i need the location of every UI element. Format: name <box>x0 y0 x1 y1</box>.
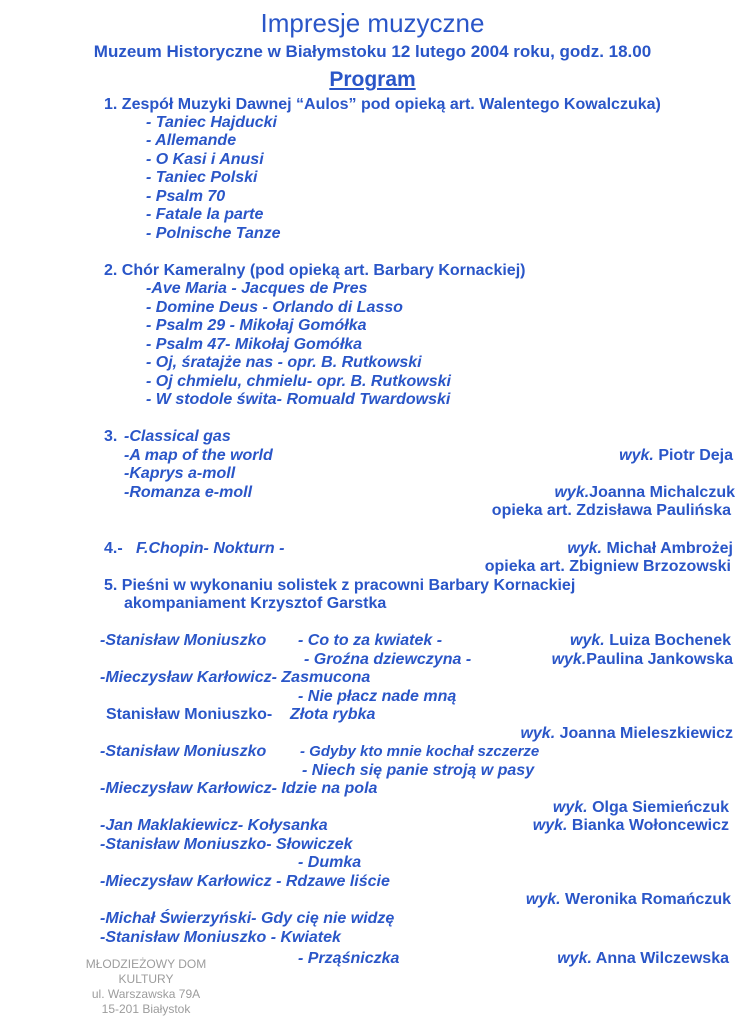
performer-label: wyk. <box>570 632 605 649</box>
program-item-title: Złota rybka <box>290 706 376 723</box>
program-item: -Jan Maklakiewicz- Kołysanka <box>100 817 328 834</box>
program-item: -Mieczysław Karłowicz- Zasmucona <box>100 669 371 686</box>
program-item: - Prząśniczka <box>298 950 400 967</box>
event-subtitle: Muzeum Historyczne w Białymstoku 12 lutego 2004 roku, godz. 18.00 <box>93 42 652 61</box>
stamp-line: MŁODZIEŻOWY DOM KULTURY <box>85 957 207 986</box>
performer-name: Paulina Jankowska <box>586 651 733 668</box>
page-title: Impresje muzyczne <box>260 8 485 38</box>
program-item: - Psalm 47- Mikołaj Gomółka <box>146 336 363 353</box>
program-item: - Psalm 70 <box>146 188 226 205</box>
teacher-line: opieka art. Zdzisława Paulińska <box>491 502 731 519</box>
performer-label: wyk. <box>557 950 592 967</box>
performer-label: wyk. <box>532 817 568 834</box>
performer-label: wyk. <box>552 799 588 816</box>
program-item: - Oj chmielu, chmielu- opr. B. Rutkowski <box>146 373 451 390</box>
program-item: -Ave Maria - Jacques de Pres <box>146 280 368 297</box>
performer-label: wyk. <box>520 725 556 742</box>
program-item: -Stanisław Moniuszko <box>100 743 267 760</box>
performer-line <box>554 484 735 502</box>
program-item: -Classical gas <box>124 428 231 445</box>
program-item: -A map of the world <box>124 447 273 464</box>
section-5-accompanist: akompaniament Krzysztof Garstka <box>124 595 387 612</box>
program-item: - Domine Deus - Orlando di Lasso <box>146 299 403 316</box>
performer-name: Luiza Bochenek <box>609 632 731 649</box>
performer-label: wyk. <box>567 540 602 557</box>
section-2-heading: 2. Chór Kameralny (pod opieką art. Barbary Kornackiej) <box>104 262 526 279</box>
program-item: - Gdyby kto mnie kochał szczerze <box>300 743 540 760</box>
performer-line <box>520 725 733 743</box>
program-item: F.Chopin- Nokturn - <box>136 540 285 557</box>
performer-name: Michał Ambrożej <box>606 540 733 557</box>
performer-name: Anna Wilczewska <box>595 950 729 967</box>
program-item: - Taniec Polski <box>146 169 258 186</box>
program-item: - Psalm 29 - Mikołaj Gomółka <box>146 317 367 334</box>
program-item: - O Kasi i Anusi <box>146 151 264 168</box>
program-item: - Groźna dziewczyna - <box>304 651 472 668</box>
performer-line <box>552 651 733 669</box>
program-item: - Niech się panie stroją w pasy <box>302 762 535 779</box>
section-1-heading: 1. Zespół Muzyki Dawnej “Aulos” pod opieką art. Walentego Kowalczuka) <box>104 96 661 113</box>
performer-name: Bianka Wołoncewicz <box>571 817 729 834</box>
program-item: - Nie płacz nade mną <box>298 688 457 705</box>
program-item: -Stanisław Moniuszko- Słowiczek <box>100 836 353 853</box>
performer-label: wyk. <box>525 891 561 908</box>
performer-name: Piotr Deja <box>658 447 733 464</box>
program-item: - Taniec Hajducki <box>146 114 277 131</box>
program-item: -Mieczysław Karłowicz - Rdzawe liście <box>100 873 390 890</box>
performer-label: wyk. <box>619 447 654 464</box>
program-item: -Romanza e-moll <box>124 484 253 501</box>
teacher-line: opieka art. Zbigniew Brzozowski <box>484 558 731 575</box>
performer-line <box>619 447 733 465</box>
performer-name: Weronika Romańczuk <box>565 891 731 908</box>
program-item: -Stanisław Moniuszko - Kwiatek <box>100 929 341 946</box>
performer-name: Joanna Michalczuk <box>589 484 735 501</box>
program-item: - Oj, śratajże nas - opr. B. Rutkowski <box>146 354 422 371</box>
program-item: -Stanisław Moniuszko <box>100 632 267 649</box>
stamp-line: 15-201 Białystok <box>101 1002 191 1016</box>
institution-stamp <box>62 957 230 1017</box>
performer-label: wyk. <box>551 651 587 668</box>
section-3-number: 3. <box>104 428 118 445</box>
section-5-heading: 5. Pieśni w wykonaniu solistek z pracowni Barbary Kornackiej <box>104 577 576 594</box>
program-item: -Michał Świerzyński- Gdy cię nie widzę <box>100 910 395 927</box>
program-item: -Kaprys a-moll <box>124 465 236 482</box>
program-item-composer: Stanisław Moniuszko- <box>106 706 273 723</box>
performer-line <box>526 891 731 909</box>
program-heading: Program <box>329 68 416 91</box>
program-item: - Fatale la parte <box>146 206 264 223</box>
performer-line <box>533 817 729 835</box>
performer-name: Joanna Mieleszkiewicz <box>559 725 733 742</box>
stamp-line: ul. Warszawska 79A <box>91 987 201 1001</box>
performer-line <box>570 632 731 650</box>
performer-name: Olga Siemieńczuk <box>592 799 729 816</box>
program-item: -Mieczysław Karłowicz- Idzie na pola <box>100 780 378 797</box>
performer-line <box>557 950 729 968</box>
performer-line <box>553 799 729 817</box>
performer-label: wyk. <box>554 484 590 501</box>
program-item: - W stodole świta- Romuald Twardowski <box>146 391 451 408</box>
program-item: - Polnische Tanze <box>146 225 281 242</box>
performer-line <box>567 540 733 558</box>
section-4-number: 4.- <box>104 540 123 557</box>
program-item: - Dumka <box>298 854 362 871</box>
program-item: - Allemande <box>146 132 237 149</box>
program-item: - Co to za kwiatek - <box>298 632 443 649</box>
